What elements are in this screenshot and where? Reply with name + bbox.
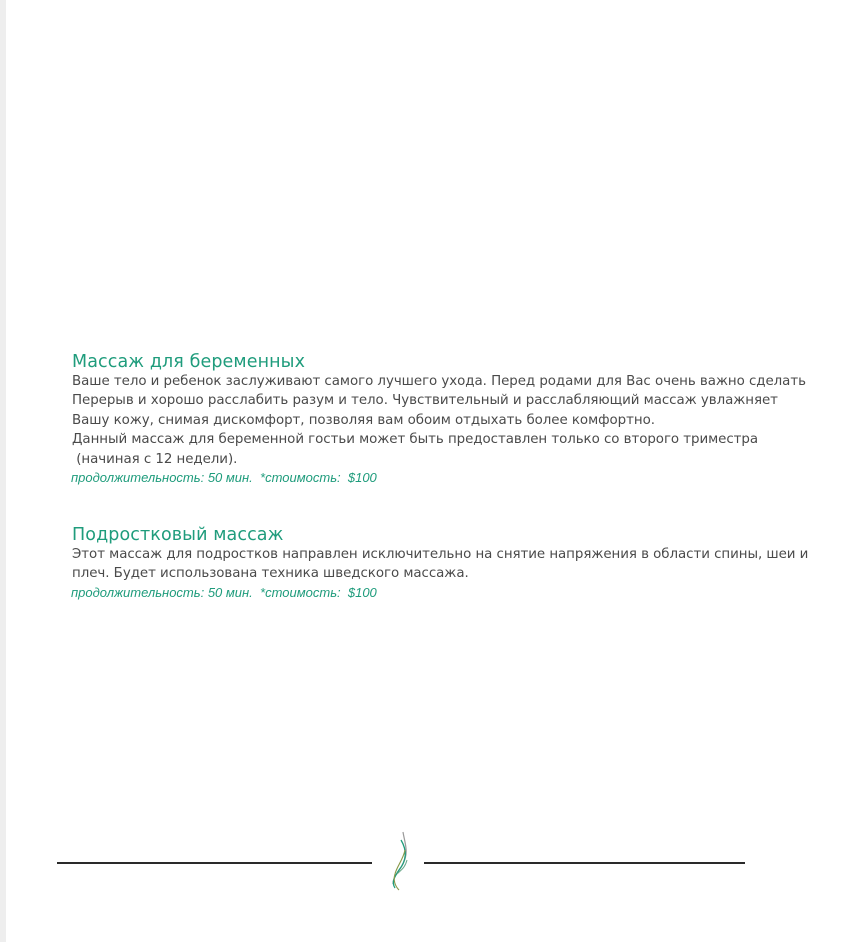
leaf-flame-icon xyxy=(385,830,415,892)
description-line: Вашу кожу, снимая дискомфорт, позволяя вам обоим отдыхать более комфортно. xyxy=(72,412,655,428)
description-line: (начиная с 12 недели). xyxy=(72,451,238,467)
footer-rule-left xyxy=(57,862,372,864)
service-teen-massage xyxy=(72,525,842,602)
description-line: Перерыв и хорошо расслабить разум и тело. Чувствительный и расслабляющий массаж увлажняет xyxy=(72,393,778,409)
service-title: Массаж для беременных xyxy=(72,352,306,372)
description-line: Ваше тело и ребенок заслуживают самого лучшего ухода. Перед родами для Вас очень важно сделать xyxy=(72,374,806,389)
duration-price: продолжительность: 50 мин. *стоимость: $100 xyxy=(71,470,377,486)
service-title: Подростковый массаж xyxy=(72,525,284,545)
page-left-edge xyxy=(0,0,6,942)
service-pregnancy-massage xyxy=(72,352,842,487)
footer-rule-right xyxy=(424,862,745,864)
duration-price: продолжительность: 50 мин. *стоимость: $100 xyxy=(71,584,377,600)
description-line: Этот массаж для подростков направлен исключительно на снятие напряжения в области спины, шеи и xyxy=(72,547,809,562)
description-line: Данный массаж для беременной гостьи может быть предоставлен только со второго триместра xyxy=(72,432,759,448)
description-line: плеч. Будет использована техника шведского массажа. xyxy=(72,566,469,582)
